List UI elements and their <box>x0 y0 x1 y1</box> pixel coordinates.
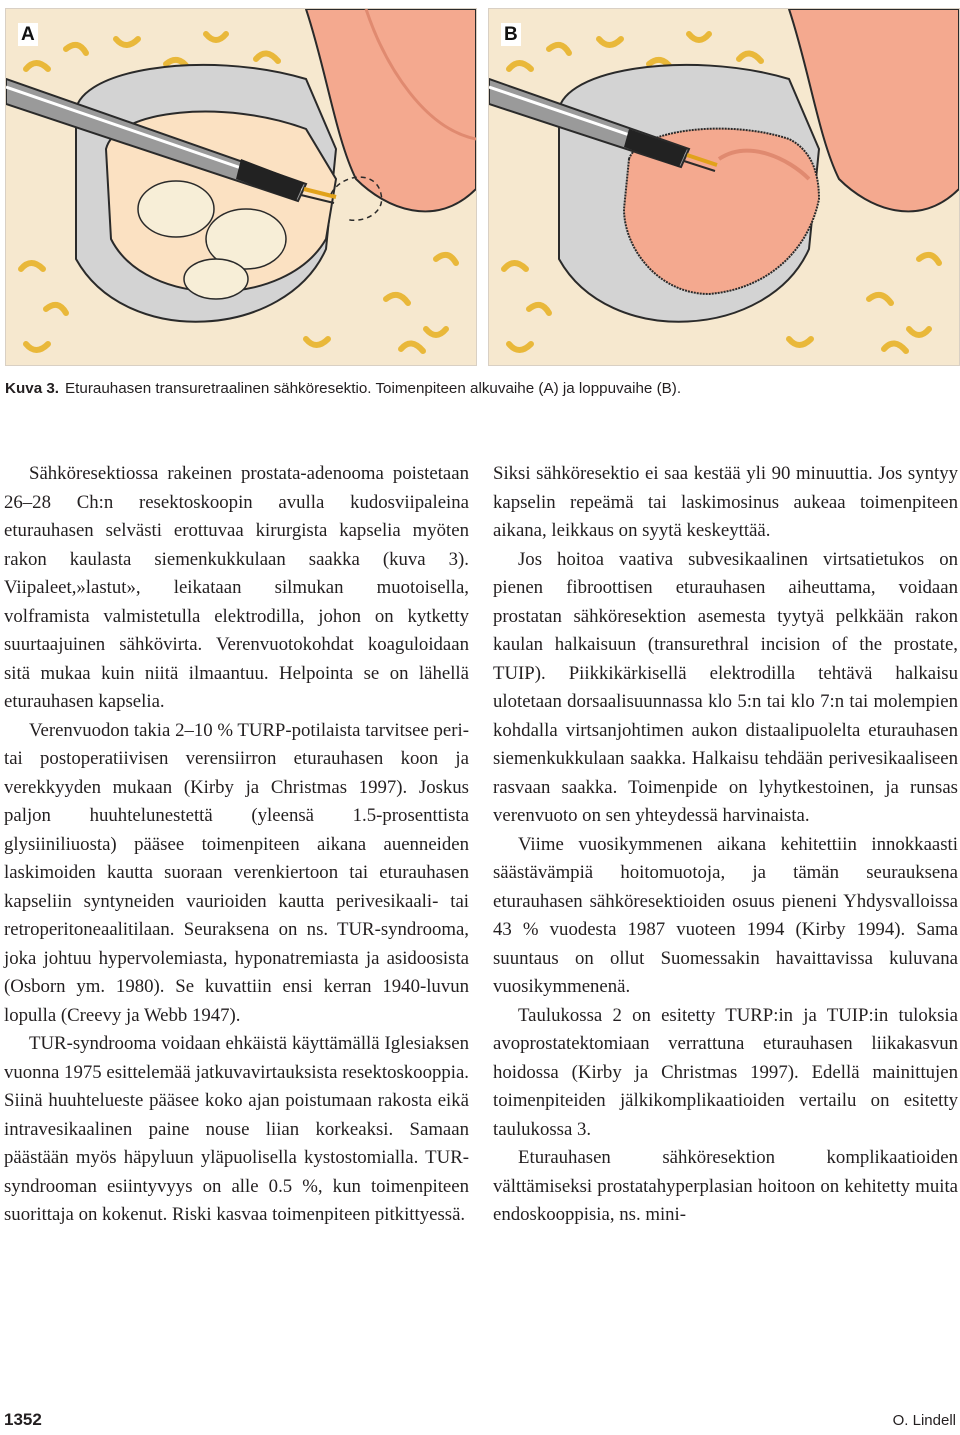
right-text-column <box>493 460 958 1230</box>
paragraph: TUR-syndrooma voidaan ehkäistä käyttämällä Iglesiaksen vuonna 1975 esittelemää jatkuvavirtauksista resektoskooppia. Siinä huuhtelueste pääsee koko ajan poistumaan rakosta eikä intravesikaalinen paine nouse liian korkeaksi. Samaan päästään myös häpyluun yläpuolisella kystostomialla. TUR-syndrooman esiintyvyys on alle 0.5 %, kun toimenpiteen suorittaja on kokenut. Riski kasvaa toimenpiteen pitkittyessä. <box>4 1033 469 1225</box>
figure-panel-b <box>488 8 960 366</box>
page-number: 1352 <box>4 1410 42 1429</box>
panel-b-label: B <box>501 23 521 46</box>
turp-initial-phase-illustration <box>6 9 476 365</box>
paragraph: Siksi sähköresektio ei saa kestää yli 90 minuuttia. Jos syntyy kapselin repeämä tai laskimosinus aukeaa toimenpiteen aikana, leikkaus on syytä keskeyttää. <box>493 463 958 541</box>
paragraph: Eturauhasen sähköresektion komplikaatioiden välttämiseksi prostatahyperplasian hoitoon on kehitetty muita endoskooppisia, ns. mini- <box>493 1147 958 1225</box>
paragraph: Verenvuodon takia 2–10 % TURP-potilaista tarvitsee peri- tai postoperatiivisen verensiirron eturauhasen koon ja verekkyyden mukaan (Kirby ja Christmas 1997). Joskus paljon huuhtelunestettä (yleensä 1.5-prosenttista glysiiniliuosta) pääsee toimenpiteen aikana auenneiden laskimoiden kautta suoraan verenkiertoon tai eturauhasen kapseliin syntyneiden vaurioiden kautta perivesikaali- tai retroperitoneaalitilaan. Seuraksena on ns. TUR-syndrooma, joka johtuu hypervolemiasta, hyponatremiasta ja asidoosista (Osborn ym. 1980). Se kuvattiin ensi kerran 1940-luvun lopulla (Creevy ja Webb 1947). <box>4 719 469 1026</box>
figure-panel-a <box>5 8 477 366</box>
left-text-column <box>4 460 469 1230</box>
paragraph: Taulukossa 2 on esitetty TURP:in ja TUIP:in tuloksia avoprostatektomiaan verrattuna eturauhasen liikakasvun hoidossa (Kirby ja Christmas 1997). Edellä mainittujen toimenpiteiden jälkikomplikaatioiden vertailu on esitetty taulukossa 3. <box>493 1004 958 1140</box>
paragraph: Viime vuosikymmenen aikana kehitettiin innokkaasti säästävämpiä hoitomuotoja, ja tämän seurauksena eturauhasen sähköresektioiden osuus pieneni Yhdysvalloissa 43 % vuodesta 1987 vuoteen 1994 (Kirby 1994). Sama suuntaus on ollut Suomessakin havaittavissa kuluvana vuosikymmenenä. <box>493 833 958 997</box>
paragraph: Jos hoitoa vaativa subvesikaalinen virtsatietukos on pienen fibroottisen eturauhasen aiheuttama, voidaan prostatan sähköresektion asemesta tyytyä pelkkään rakon kaulan halkaisuun (transurethral incision of the prostate, TUIP). Piikkikärkisellä elektrodilla tehtävä halkaisu ulotetaan dorsaalisuunnassa klo 5:n tai klo 7:n tai molempien kohdalla virtsanjohtimen aukon distaalipuolelta eturauhasen siemenkukkulaan saakka. Halkaisu tehdään perivesikaaliseen rasvaan saakka. Toimenpide on lyhytkestoinen, ja runsas verenvuoto on sen yhteydessä harvinaista. <box>493 548 958 826</box>
paragraph: Sähköresektiossa rakeinen prostata-adenooma poistetaan 26–28 Ch:n resektoskoopin avulla kudosviipaleina eturauhasen selvästi erottuvaa kirurgista kapselia myöten rakon kaulasta siemenkukkulaan saakka (kuva 3). Viipaleet,»lastut», leikataan silmukan muotoisella, volframista valmistetulla elektrodilla, johon on kytketty suurtaajuinen sähkövirta. Verenvuotokohdat koaguloidaan sitä mukaa kuin niitä ilmaantuu. Helpointa se on lähellä eturauhasen kapselia. <box>4 463 469 712</box>
author-name: O. Lindell <box>892 1412 956 1429</box>
turp-final-phase-illustration <box>489 9 959 365</box>
figure-caption <box>5 380 955 398</box>
caption-label: Kuva 3. <box>5 380 60 397</box>
panel-a-label: A <box>18 23 38 46</box>
caption-text: Eturauhasen transuretraalinen sähköresektio. Toimenpiteen alkuvaihe (A) ja loppuvaihe (B). <box>65 380 682 397</box>
